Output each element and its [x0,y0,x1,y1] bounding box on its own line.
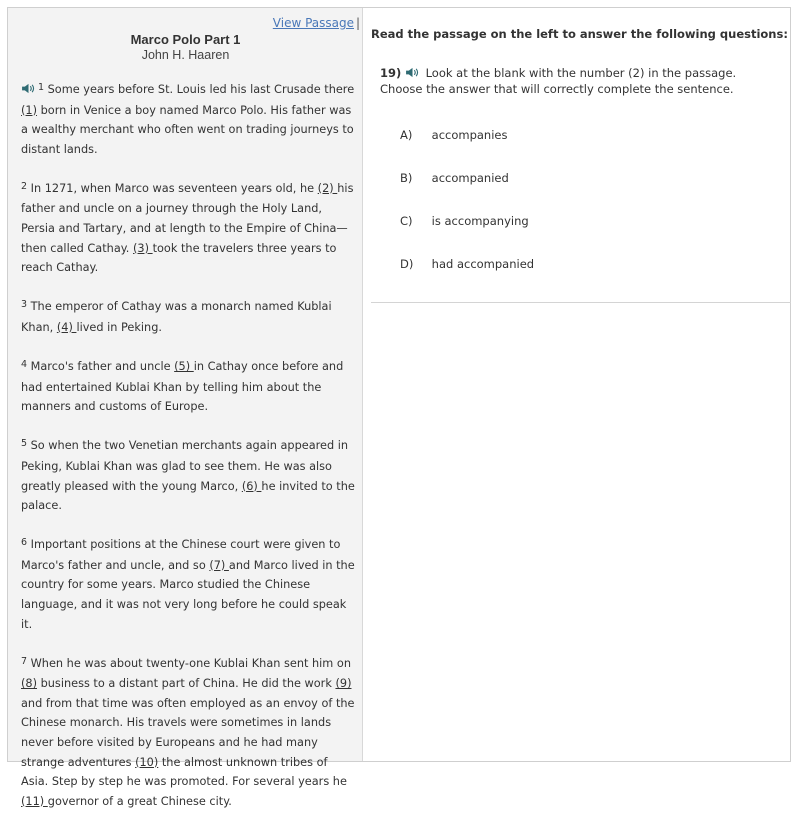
passage-sentence: lived in Peking. [76,320,162,334]
blank-marker[interactable]: (9) [335,677,352,691]
passage-paragraph [21,297,356,337]
passage-sentence: and from that time was often employed as an envoy of the Chinese monarch. His travels were sometimes in lands never before visited by Europeans and he had many strange adventures [21,696,355,769]
paragraph-number: 4 [21,359,28,371]
passage-sentence: and Marco lived in the country for some years. Marco studied the Chinese language, and it was not very long before he could speak it. [21,558,355,631]
blank-marker[interactable]: (4) [56,320,77,334]
blank-marker[interactable]: (5) [174,360,194,374]
blank-marker[interactable]: (6) [241,479,262,493]
choice-d[interactable] [400,257,534,300]
paragraph-number: 5 [21,438,28,450]
passage-sentence: business to a distant part of China. He did the work [37,677,336,691]
choice-c[interactable] [400,214,534,257]
passage-panel [8,8,363,808]
passage-sentence: he invited to the palace. [21,479,355,513]
answer-choices [400,128,534,300]
blank-marker[interactable]: (8) [21,677,38,691]
passage-sentence: Important positions at the Chinese court were given to Marco's father and uncle, and so [21,538,341,572]
passage-paragraph [21,654,356,812]
speaker-icon[interactable] [21,83,36,94]
choice-text: is accompanying [431,214,529,228]
divider [371,302,791,303]
choice-b[interactable] [400,171,534,214]
passage-paragraph [21,357,356,417]
view-passage-link[interactable]: View Passage [272,16,354,30]
passage-sentence: Marco's father and uncle [27,360,175,374]
choice-letter: B) [400,171,413,185]
passage-text [21,80,356,831]
instructions: Read the passage on the left to answer the following questions: [371,27,788,41]
passage-sentence: So when the two Venetian merchants again appeared in Peking, Kublai Khan was glad to see them. He was also greatly pleased with the young Marco, [21,439,349,493]
paragraph-number: 6 [21,537,28,549]
passage-sentence: took the travelers three years to reach Cathay. [21,241,337,275]
passage-author: John H. Haaren [141,48,230,62]
choice-letter: D) [400,257,414,271]
blank-marker[interactable]: (2) [317,181,338,195]
passage-sentence: governor of a great Chinese city. [47,794,232,808]
passage-paragraph [21,436,356,515]
test-window [7,7,791,808]
blank-marker[interactable]: (10) [135,755,159,769]
question-panel [363,8,790,761]
question-text: Look at the blank with the number (2) in the passage. Choose the answer that will correctly complete the sentence. [380,66,737,96]
passage-sentence: his father and uncle on a journey through the Holy Land, Persia and Tartary, and at length to the Empire of China—then called Cathay. [21,181,354,255]
passage-sentence: In 1271, when Marco was seventeen years old, he [27,181,318,195]
link-separator: | [355,16,360,30]
blank-marker[interactable]: (3) [133,241,153,255]
paragraph-number: 1 [38,82,45,93]
paragraph-number: 7 [21,655,28,667]
blank-marker[interactable]: (7) [209,558,229,572]
passage-sentence: the almost unknown tribes of Asia. Step by step he was promoted. For several years he [21,755,347,789]
choice-a[interactable] [400,128,534,171]
blank-marker[interactable]: (1) [21,103,38,117]
question-number: 19) [380,66,402,80]
choice-text: had accompanied [431,257,535,271]
passage-paragraph [21,80,356,159]
passage-paragraph [21,535,356,634]
paragraph-number: 3 [21,299,28,311]
passage-sentence: When he was about twenty-one Kublai Khan sent him on [27,656,351,670]
passage-sentence: The emperor of Cathay was a monarch named Kublai Khan, [21,300,332,334]
passage-sentence: in Cathay once before and had entertained Kublai Khan by telling him about the manners and customs of Europe. [21,360,344,414]
passage-title: Marco Polo Part 1 [130,32,241,47]
passage-sentence: Some years before St. Louis led his last Crusade there [44,83,355,96]
choice-text: accompanies [431,128,508,142]
choice-letter: C) [400,214,413,228]
blank-marker[interactable]: (11) [21,794,48,808]
choice-text: accompanied [431,171,509,185]
passage-paragraph [21,179,356,278]
paragraph-number: 2 [21,180,28,192]
passage-sentence: born in Venice a boy named Marco Polo. His father was a wealthy merchant who often went on trading journeys to distant lands. [21,103,354,156]
question [380,65,775,97]
speaker-icon[interactable] [405,67,420,78]
choice-letter: A) [400,128,413,142]
